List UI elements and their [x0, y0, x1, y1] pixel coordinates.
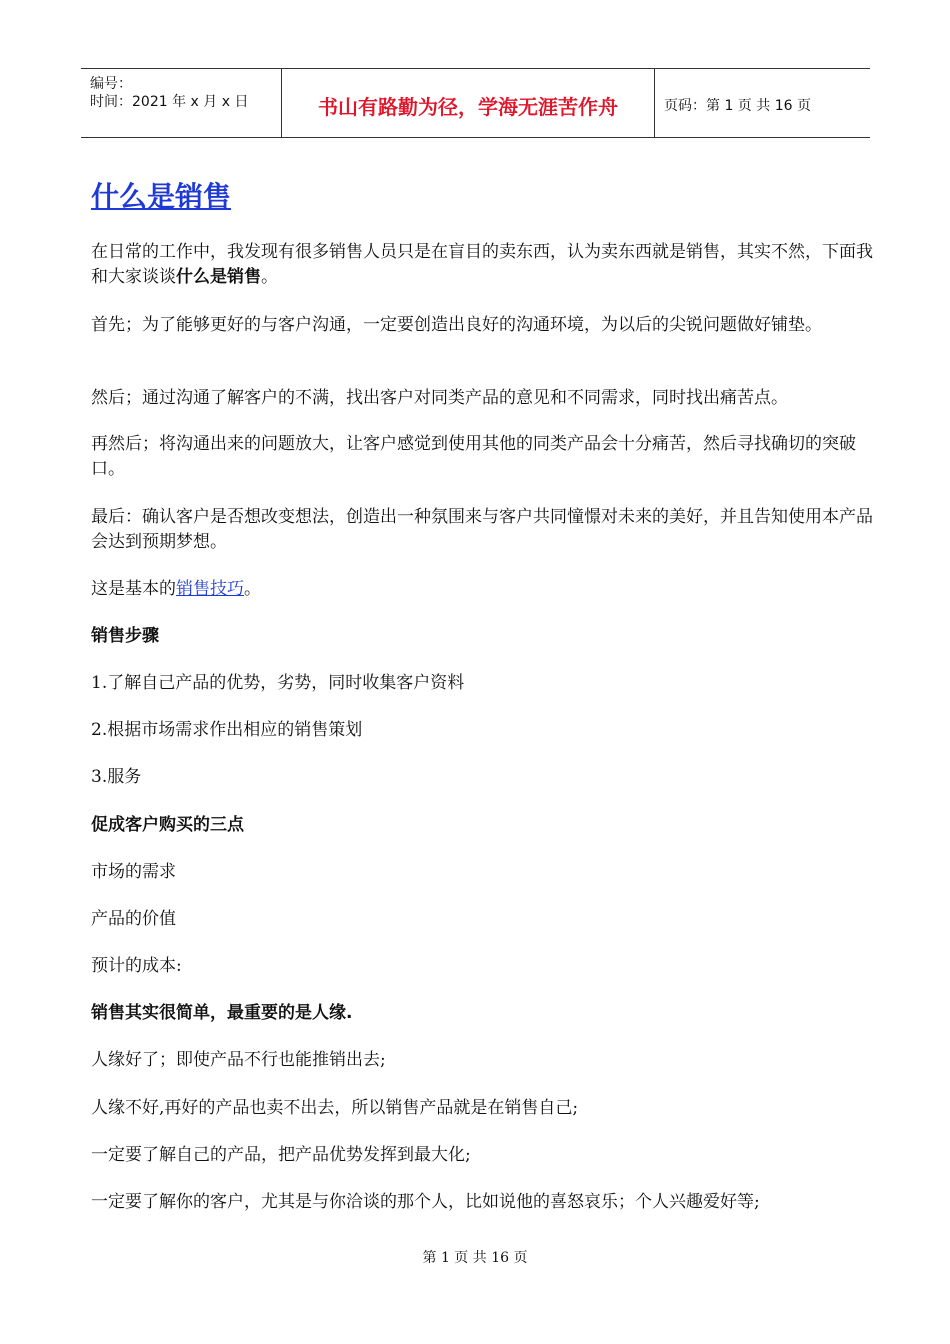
- simple-heading: 销售其实很简单，最重要的是人缘.: [91, 1003, 353, 1023]
- simple-line: 一定要了解你的客户，尤其是与你洽谈的那个人，比如说他的喜怒哀乐；个人兴趣爱好等;: [91, 1192, 760, 1212]
- simple-line: 人缘好了；即使产品不行也能推销出去;: [91, 1050, 386, 1070]
- paragraph-then-again: 再然后；将沟通出来的问题放大，让客户感觉到使用其他的同类产品会十分痛苦，然后寻找确切的突破口。: [91, 434, 856, 479]
- intro-paragraph: [91, 240, 881, 290]
- step-item: 3.服务: [91, 767, 142, 787]
- intro-end: 。: [261, 267, 278, 287]
- motto: 书山有路勤为径，学海无涯苦作舟: [318, 95, 618, 119]
- point-item: 产品的价值: [91, 909, 176, 929]
- simple-line: 一定要了解自己的产品，把产品优势发挥到最大化;: [91, 1145, 471, 1165]
- simple-line: 人缘不好,再好的产品也卖不出去，所以销售产品就是在销售自己;: [91, 1098, 579, 1118]
- point-item: 预计的成本:: [91, 956, 182, 976]
- basic-paragraph: [91, 577, 881, 602]
- paragraph-first: 首先；为了能够更好的与客户沟通，一定要创造出良好的沟通环境，为以后的尖锐问题做好铺垫。: [91, 315, 822, 335]
- number-label: 编号：: [90, 76, 132, 92]
- step-item: 2.根据市场需求作出相应的销售策划: [91, 720, 363, 740]
- steps-heading: 销售步骤: [91, 626, 159, 646]
- sales-skills-link[interactable]: 销售技巧: [176, 579, 244, 599]
- basic-end: 。: [244, 579, 261, 599]
- basic-text: 这是基本的: [91, 579, 176, 599]
- paragraph-finally: 最后：确认客户是否想改变想法，创造出一种氛围来与客户共同憧憬对未来的美好，并且告知使用本产品会达到预期梦想。: [91, 507, 873, 552]
- page-title[interactable]: 什么是销售: [91, 180, 232, 213]
- paragraph-then: 然后；通过沟通了解客户的不满，找出客户对同类产品的意见和不同需求，同时找出痛苦点。: [91, 388, 788, 408]
- header-table: [81, 68, 870, 138]
- point-item: 市场的需求: [91, 862, 176, 882]
- header-page-cell: [655, 69, 870, 137]
- intro-bold: 什么是销售: [176, 267, 261, 287]
- page-info: 页码：第 1 页 共 16 页: [664, 98, 811, 114]
- three-points-heading: 促成客户购买的三点: [91, 815, 244, 835]
- step-item: 1.了解自己产品的优势，劣势，同时收集客户资料: [91, 673, 465, 693]
- header-motto-cell: [282, 69, 655, 137]
- page-footer: 第 1 页 共 16 页: [422, 1250, 528, 1266]
- time-label: 时间：2021 年 x 月 x 日: [90, 94, 249, 110]
- header-info-cell: [81, 69, 282, 137]
- intro-text: 在日常的工作中，我发现有很多销售人员只是在盲目的卖东西，认为卖东西就是销售，其实不然，下面我和大家谈谈: [91, 242, 873, 287]
